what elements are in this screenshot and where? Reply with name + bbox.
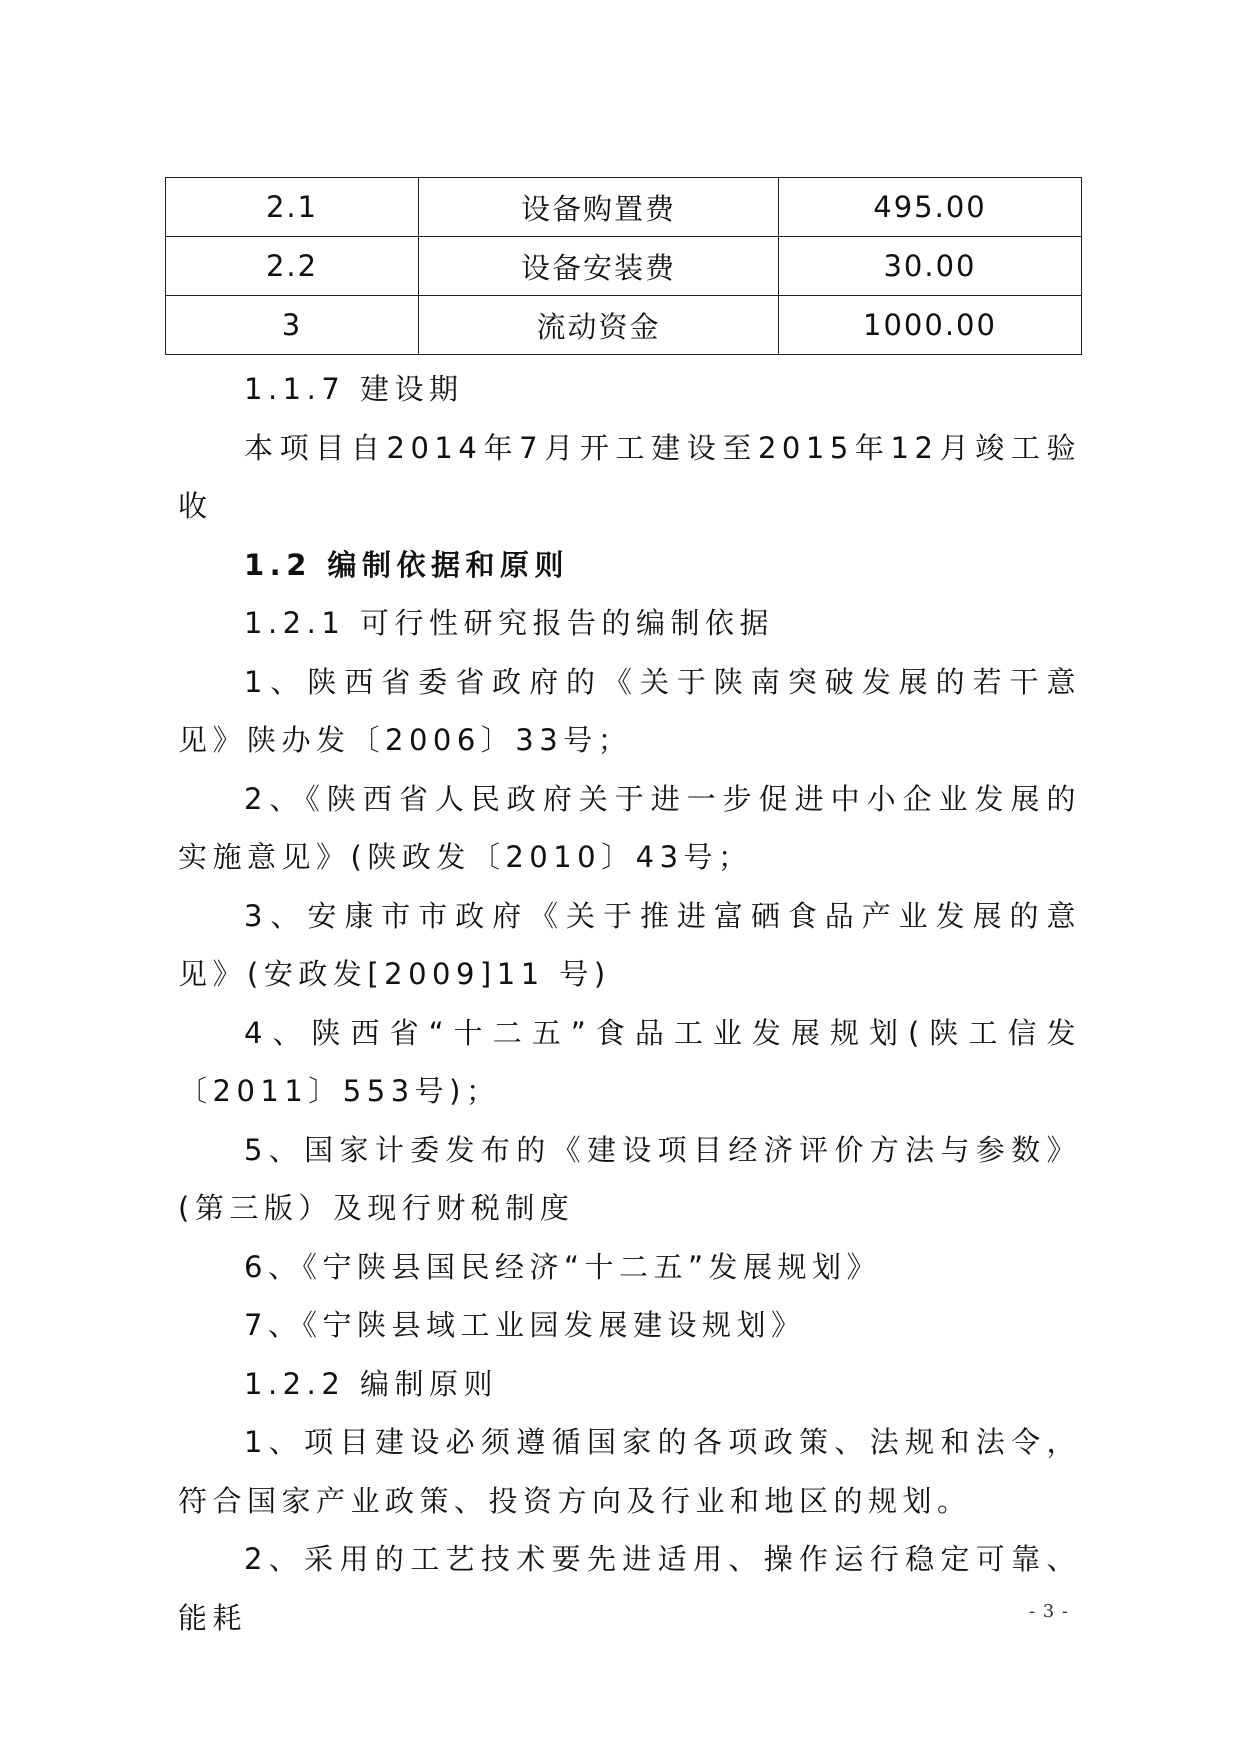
section-title-basis: 1.2.1 可行性研究报告的编制依据 <box>244 606 775 640</box>
investment-table <box>165 177 1082 355</box>
table-row <box>166 237 1082 296</box>
body-text <box>178 360 1081 1647</box>
section-heading-basis-and-principles: 1.2 编制依据和原则 <box>244 547 569 582</box>
list-item: 3、安康市市政府《关于推进富硒食品产业发展的意见》(安政发[2009]11 号) <box>178 898 1081 991</box>
list-item: 1、项目建设必须遵循国家的各项政策、法规和法令，符合国家产业政策、投资方向及行业和地区的规划。 <box>178 1425 1081 1518</box>
list-item: 6、《宁陕县国民经济“十二五”发展规划》 <box>244 1249 881 1284</box>
section-title-principles: 1.2.2 编制原则 <box>244 1366 499 1401</box>
list-item: 4、陕西省“十二五”食品工业发展规划(陕工信发〔2011〕553号)； <box>178 1015 1081 1108</box>
list-item: 2、《陕西省人民政府关于进一步促进中小企业发展的实施意见》(陕政发〔2010〕43号； <box>178 781 1081 874</box>
row-number: 2.2 <box>166 237 419 296</box>
row-amount: 30.00 <box>779 237 1082 296</box>
row-item: 设备安装费 <box>419 237 779 296</box>
table-row <box>166 296 1082 355</box>
page-number: - 3 - <box>1028 1601 1069 1622</box>
list-item: 2、采用的工艺技术要先进适用、操作运行稳定可靠、能耗 <box>178 1542 1081 1635</box>
row-amount: 1000.00 <box>779 296 1082 355</box>
list-item: 7、《宁陕县域工业园发展建设规划》 <box>244 1308 806 1342</box>
row-item: 设备购置费 <box>419 178 779 237</box>
paragraph: 本项目自2014年7月开工建设至2015年12月竣工验收 <box>178 430 1081 523</box>
table-row <box>166 178 1082 237</box>
section-title-construction-period: 1.1.7 建设期 <box>244 372 464 406</box>
list-item: 1、陕西省委省政府的《关于陕南突破发展的若干意见》陕办发〔2006〕33号； <box>178 664 1081 757</box>
row-amount: 495.00 <box>779 178 1082 237</box>
row-item: 流动资金 <box>419 296 779 355</box>
list-item: 5、国家计委发布的《建设项目经济评价方法与参数》(第三版）及现行财税制度 <box>178 1132 1081 1225</box>
row-number: 3 <box>166 296 419 355</box>
row-number: 2.1 <box>166 178 419 237</box>
